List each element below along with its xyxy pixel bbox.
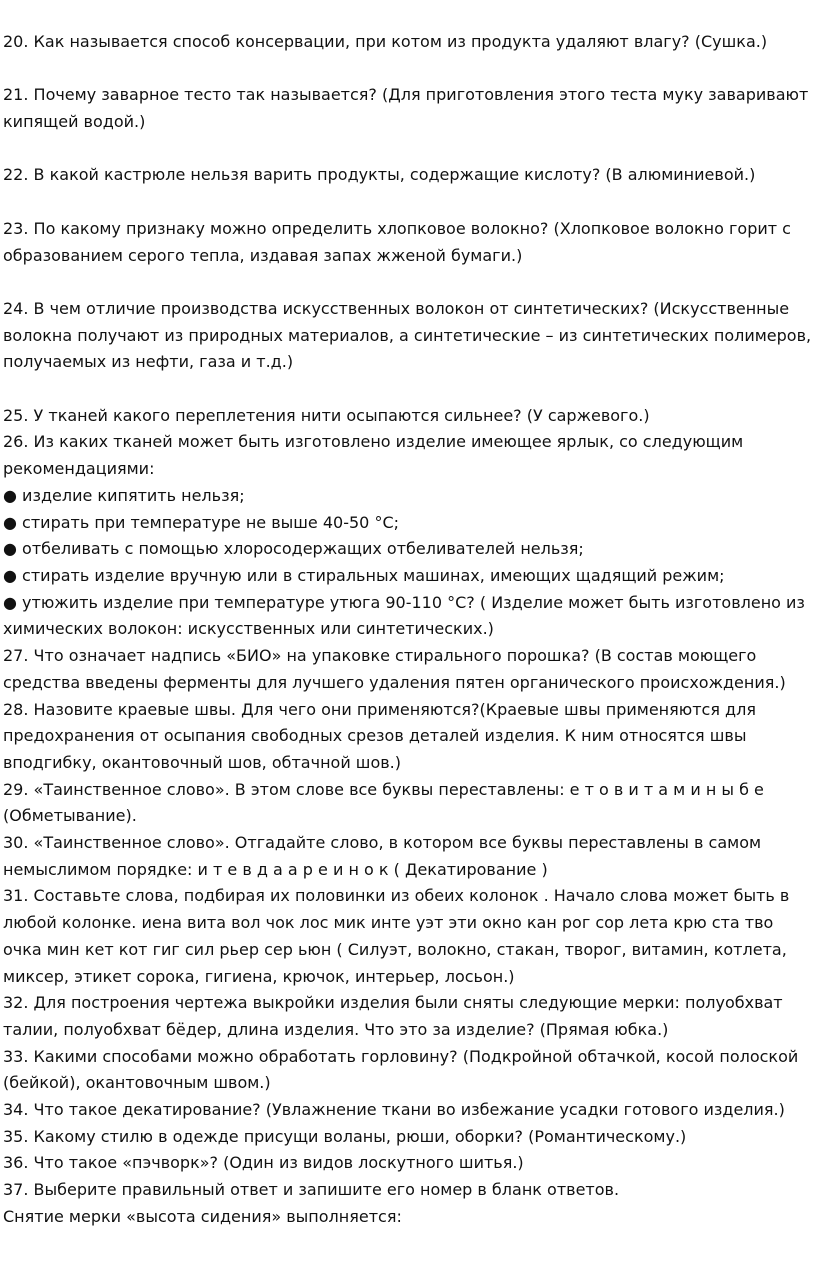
question-31: 31. Составьте слова, подбирая их половинки из обеих колонок . Начало слова может быть в любой колонке. иена вита вол чок лос мик инте уэт эти окно кан рог сор лета крю ста тво очка мин кет кот гиг сил рьер сер ьюн ( Силуэт, волокно, стакан, творог, витамин, котлета, миксер, этикет сорока, гигиена, крючок, интерьер, лосьон.) [3,886,790,986]
paragraph-gap [3,189,812,216]
paragraph-gap [3,269,812,296]
bullet-item: ● отбеливать с помощью хлоросодержащих отбеливателей нельзя; [3,539,584,559]
question-21: 21. Почему заварное тесто так называется? (Для приготовления этого теста муку заваривают кипящей водой.) [3,85,809,132]
bullet-item: ● стирать изделие вручную или в стиральных машинах, имеющих щадящий режим; [3,565,725,585]
question-33: 33. Какими способами можно обработать горловину? (Подкройной обтачкой, косой полоской (бейкой), окантовочным швом.) [3,1046,799,1093]
bullet-item: ● стирать при температуре не выше 40-50 °С; [3,512,399,532]
question-32: 32. Для построения чертежа выкройки изделия были сняты следующие мерки: полуобхват талии, полуобхват бёдер, длина изделия. Что это за изделие? (Прямая юбка.) [3,993,783,1039]
question-20: 20. Как называется способ консервации, при котом из продукта удаляют влагу? (Сушка.) [3,32,768,51]
question-23: 23. По какому признаку можно определить хлопковое волокно? (Хлопковое волокно горит с образованием серого тепла, издавая запах жженой бумаги.) [3,218,791,265]
question-25: 25. У тканей какого переплетения нити осыпаются сильнее? (У саржевого.) [3,405,650,425]
paragraph-gap [3,56,812,83]
question-34: 34. Что такое декатирование? (Увлажнение ткани во избежание усадки готового изделия.) [3,1100,785,1120]
question-30: 30. «Таинственное слово». Отгадайте слово, в котором все буквы переставлены в самом немыслимом порядке: и т е в д а а р е и н о к ( Декатирование ) [3,833,762,879]
bullet-item: ● утюжить изделие при температуре утюга 90-110 °С? ( Изделие может быть изготовлено из химических волокон: искусственных или синтетических.) [3,592,805,639]
bullet-item: ● изделие кипятить нельзя; [3,485,245,505]
question-37-prompt: Снятие мерки «высота сидения» выполняется: [3,1206,402,1226]
question-26: 26. Из каких тканей может быть изготовлено изделие имеющее ярлык, со следующим рекомендациями: [3,432,744,479]
question-28: 28. Назовите краевые швы. Для чего они применяются?(Краевые швы применяются для предохранения от осыпания свободных срезов деталей изделия. К ним относятся швы вподгибку, окантовочный шов, обтачной шов.) [3,699,756,772]
question-35: 35. Какому стилю в одежде присущи воланы, рюши, оборки? (Романтическому.) [3,1126,687,1146]
paragraph-gap [3,376,812,403]
question-27: 27. Что означает надпись «БИО» на упаковке стирального порошка? (В состав моющего средства введены ферменты для лучшего удаления пятен органического происхождения.) [3,646,786,692]
paragraph-gap [3,136,812,163]
question-24: 24. В чем отличие производства искусственных волокон от синтетических? (Искусственные волокна получают из природных материалов, а синтетические – из синтетических полимеров, получаемых из нефти, газа и т.д.) [3,298,812,372]
question-22: 22. В какой кастрюле нельзя варить продукты, содержащие кислоту? (В алюминиевой.) [3,165,756,185]
question-37: 37. Выберите правильный ответ и запишите его номер в бланк ответов. [3,1180,620,1200]
question-36: 36. Что такое «пэчворк»? (Один из видов лоскутного шитья.) [3,1153,524,1173]
question-29: 29. «Таинственное слово». В этом слове все буквы переставлены: е т о в и т а м и н ы б е (Обметывание). [3,779,764,826]
